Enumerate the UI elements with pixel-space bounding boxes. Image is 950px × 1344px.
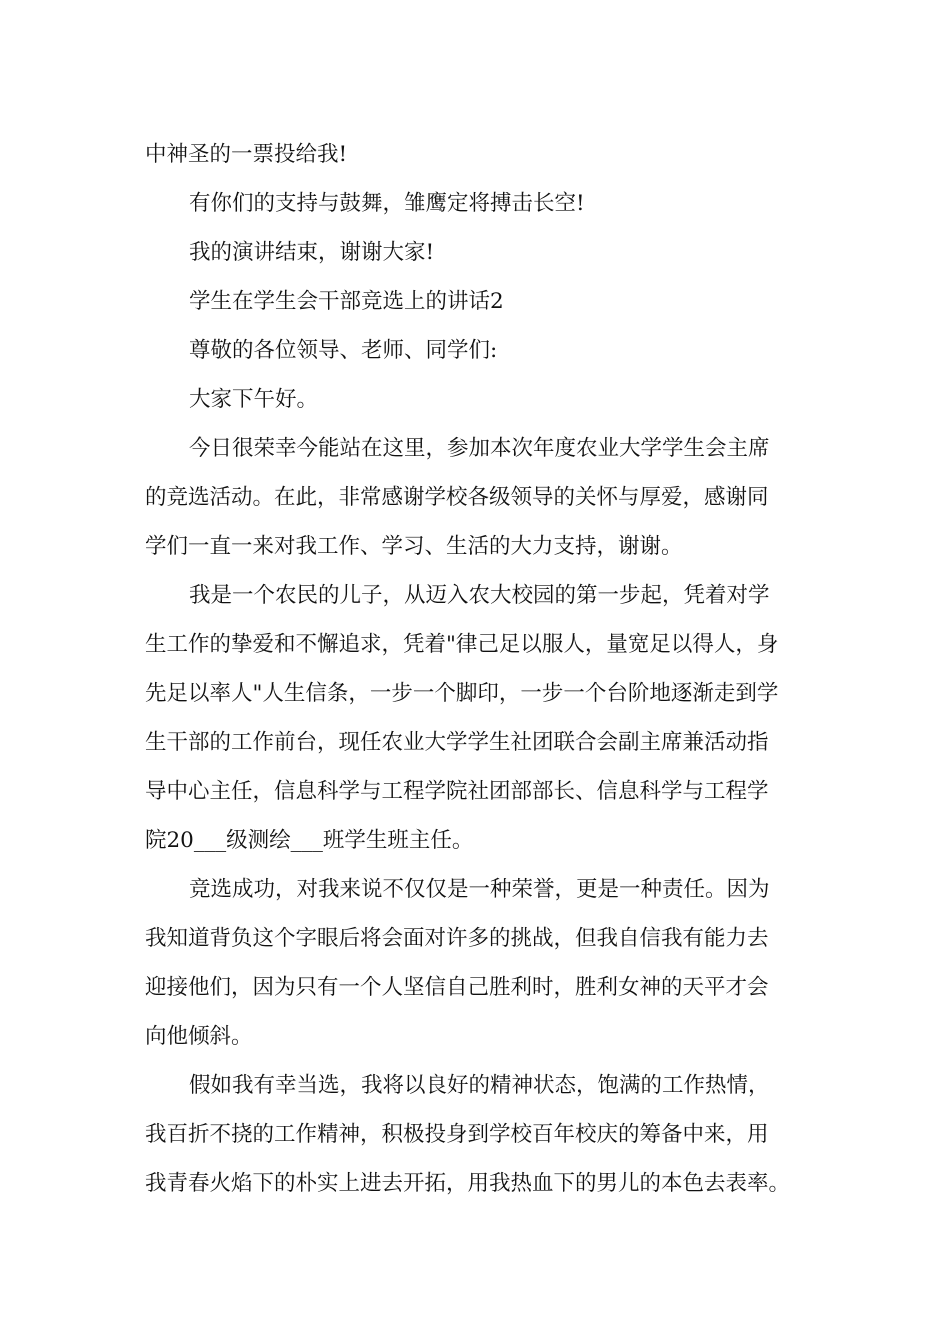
paragraph-2	[145, 179, 825, 228]
text-line: 导中心主任，信息科学与工程学院社团部部长、信息科学与工程学	[145, 779, 769, 804]
paragraph-8	[145, 571, 825, 865]
paragraph-7	[145, 424, 825, 571]
text-line: 的竞选活动。在此，非常感谢学校各级领导的关怀与厚爱，感谢同	[145, 485, 769, 510]
text-line: 我知道背负这个字眼后将会面对许多的挑战，但我自信我有能力去	[145, 926, 769, 951]
text-line: 生工作的挚爱和不懈追求，凭着"律己足以服人，量宽足以得人，身	[145, 632, 779, 657]
text-line: 先足以率人"人生信条，一步一个脚印，一步一个台阶地逐渐走到学	[145, 681, 779, 706]
text-line: 我百折不挠的工作精神，积极投身到学校百年校庆的筹备中来，用	[145, 1122, 769, 1147]
text-line: 中神圣的一票投给我!	[145, 142, 348, 167]
paragraph-9	[145, 865, 825, 1061]
paragraph-10	[145, 1061, 825, 1208]
greeting	[145, 375, 825, 424]
text-line: 我是一个农民的儿子，从迈入农大校园的第一步起，凭着对学	[189, 583, 770, 608]
paragraph-3	[145, 228, 825, 277]
text-line: 学们一直一来对我工作、学习、生活的大力支持，谢谢。	[145, 534, 683, 559]
salutation	[145, 326, 825, 375]
section-heading	[145, 277, 825, 326]
text-line: 向他倾斜。	[145, 1024, 253, 1049]
text-line: 我青春火焰下的朴实上进去开拓，用我热血下的男儿的本色去表率。	[145, 1171, 791, 1196]
text-line: 今日很荣幸今能站在这里，参加本次年度农业大学学生会主席	[189, 436, 770, 461]
text-line: 大家下午好。	[189, 387, 319, 412]
paragraph-1	[145, 130, 825, 179]
text-line: 迎接他们，因为只有一个人坚信自己胜利时，胜利女神的天平才会	[145, 975, 769, 1000]
text-line: 生干部的工作前台，现任农业大学学生社团联合会副主席兼活动指	[145, 730, 769, 755]
text-line: 院20___级测绘___班学生班主任。	[145, 828, 474, 853]
document-body	[145, 130, 825, 1208]
text-line: 学生在学生会干部竞选上的讲话2	[189, 289, 504, 314]
text-line: 竞选成功，对我来说不仅仅是一种荣誉，更是一种责任。因为	[189, 877, 770, 902]
text-line: 我的演讲结束，谢谢大家!	[189, 240, 435, 265]
text-line: 有你们的支持与鼓舞，雏鹰定将搏击长空!	[189, 191, 585, 216]
text-line: 假如我有幸当选，我将以良好的精神状态，饱满的工作热情，	[189, 1073, 770, 1098]
text-line: 尊敬的各位领导、老师、同学们:	[189, 338, 498, 363]
